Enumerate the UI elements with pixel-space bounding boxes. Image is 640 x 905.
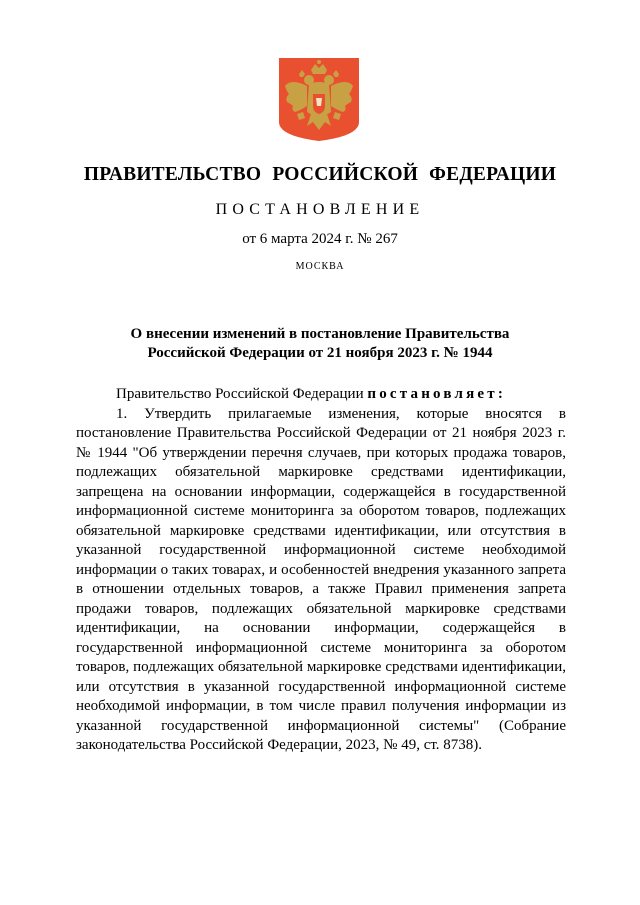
document-city: МОСКВА (295, 261, 345, 272)
document-type: ПОСТАНОВЛЕНИЕ (215, 201, 425, 218)
preamble (76, 385, 566, 405)
paragraph-1: 1. Утвердить прилагаемые изменения, которые вносятся в постановление Правительства Российской Федерации от 21 ноября 2023 г. № 1944 "Об утверждении перечня случаев, при которых продажа товаров, подлежащих обязательной маркировке средствами идентификации, запрещена на основании информации, содержащейся в государственной информационной системе мониторинга за оборотом товаров, подлежащих обязательной маркировке средствами идентификации, или отсутствия в указанной государственной информационной системе необходимой информации о таких товарах, и особенностей внедрения указанного запрета в отношении отдельных товаров, а также Правил применения запрета продажи товаров, подлежащих обязательной маркировке средствами идентификации, на основании информации, содержащейся в государственной информационной системе мониторинга за оборотом товаров, подлежащих обязательной маркировке средствами идентификации, или отсутствия в указанной государственной информационной системе необходимой информации, в том числе правил получения информации из указанной государственной информационной системы" (Собрание законодательства Российской Федерации, 2023, № 49, ст. 8738). (76, 405, 566, 753)
document-date-number: от 6 марта 2024 г. № 267 (242, 231, 398, 247)
document-body (76, 385, 566, 756)
heading-line-1: О внесении изменений в постановление Правительства (130, 326, 510, 342)
heading-line-2: Российской Федерации от 21 ноября 2023 г. № 1944 (147, 345, 493, 361)
document-heading (80, 325, 560, 363)
preamble-text: Правительство Российской Федерации (116, 386, 368, 402)
russian-coat-of-arms-icon (277, 56, 361, 142)
decree-word: постановляет: (367, 386, 507, 402)
government-title: ПРАВИТЕЛЬСТВО РОССИЙСКОЙ ФЕДЕРАЦИИ (83, 164, 557, 185)
